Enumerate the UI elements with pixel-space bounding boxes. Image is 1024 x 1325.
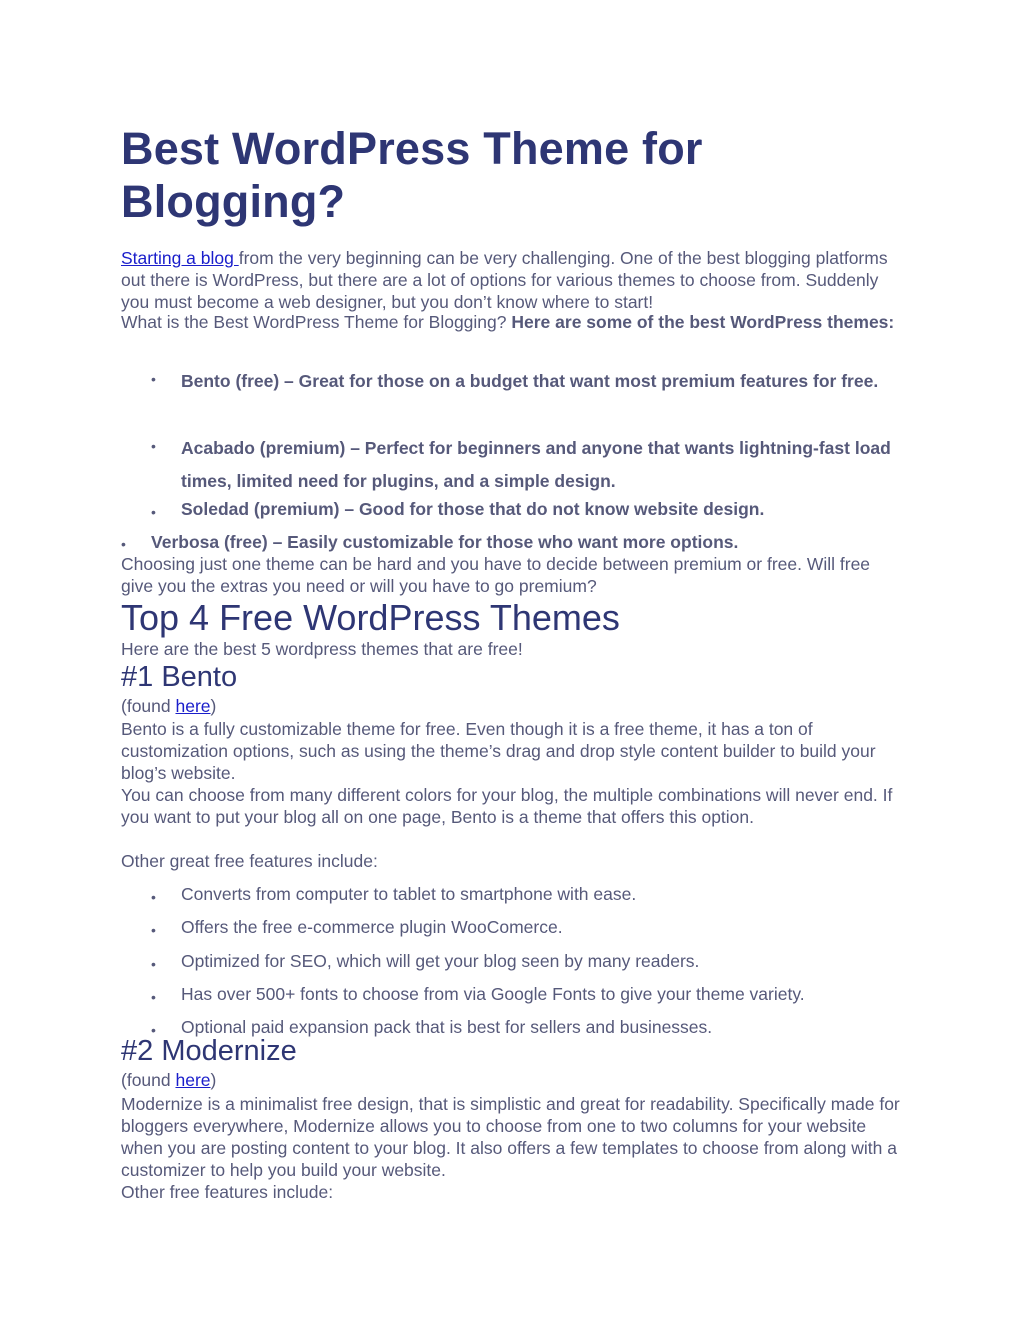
question-bold-text: Here are some of the best WordPress themes: xyxy=(511,312,895,332)
intro-text: from the very beginning can be very challenging. One of the best blogging platforms out there is WordPress, but there are a lot of options for various themes to choose from. Suddenly you must become a web designer, but you don’t know where to start! xyxy=(121,248,888,312)
section-intro: Here are the best 5 wordpress themes that are free! xyxy=(121,639,523,659)
list-bullet: • xyxy=(151,989,156,1005)
list-bullet: • xyxy=(151,1022,156,1038)
list-item: Optional paid expansion pack that is best for sellers and businesses. xyxy=(181,1017,713,1037)
list-item-soledad: Soledad (premium) – Good for those that do not know website design. xyxy=(181,499,765,519)
list-item: Converts from computer to tablet to smartphone with ease. xyxy=(181,884,637,904)
list-item: Optimized for SEO, which will get your blog seen by many readers. xyxy=(181,951,700,971)
choosing-paragraph: Choosing just one theme can be hard and you have to decide between premium or free. Will free give you the extras you need or will you have to go premium? xyxy=(121,554,871,596)
list-bullet: • xyxy=(151,922,156,938)
bento-paragraph-2: You can choose from many different colors for your blog, the multiple combinations will never end. If you want to put your blog all on one page, Bento is a theme that offers this option. xyxy=(121,785,893,827)
modernize-heading: #2 Modernize xyxy=(121,1035,297,1067)
list-bullet: • xyxy=(151,504,156,520)
modernize-paragraph-2: Other free features include: xyxy=(121,1182,334,1202)
modernize-paragraph-1: Modernize is a minimalist free design, that is simplistic and great for readability. Specifically made for bloggers everywhere, Modernize allows you to choose from one to two columns for your website when you are posting content to your blog. It also offers a few templates to choose from along with a customizer to help you build your website. xyxy=(121,1094,900,1180)
found-prefix: (found xyxy=(121,696,176,716)
bento-heading: #1 Bento xyxy=(121,661,238,693)
found-suffix: ) xyxy=(210,696,217,716)
question-paragraph xyxy=(121,311,906,333)
bento-here-link[interactable]: here xyxy=(175,696,211,716)
list-item-verbosa: Verbosa (free) – Easily customizable for those who want more options. xyxy=(151,532,739,552)
bento-found xyxy=(121,695,906,717)
list-item-acabado: Acabado (premium) – Perfect for beginners and anyone that wants lightning-fast load times, limited need for plugins, and a simple design. xyxy=(181,438,891,491)
bento-paragraph-1: Bento is a fully customizable theme for free. Even though it is a free theme, it has a ton of customization options, such as using the theme’s drag and drop style content builder to build your blog’s website. xyxy=(121,719,876,783)
list-bullet: • xyxy=(151,438,156,454)
list-bullet: • xyxy=(121,536,126,552)
list-bullet: • xyxy=(151,889,156,905)
modernize-here-link[interactable]: here xyxy=(175,1070,211,1090)
section-heading: Top 4 Free WordPress Themes xyxy=(121,597,620,638)
list-item: Offers the free e-commerce plugin WooComerce. xyxy=(181,917,563,937)
question-text: What is the Best WordPress Theme for Blogging? xyxy=(121,312,512,332)
page-title: Best WordPress Theme for Blogging? xyxy=(121,123,703,227)
list-bullet: • xyxy=(151,956,156,972)
starting-blog-link[interactable]: Starting a blog xyxy=(121,248,239,268)
intro-paragraph xyxy=(121,247,906,313)
list-item: Has over 500+ fonts to choose from via Google Fonts to give your theme variety. xyxy=(181,984,805,1004)
list-item-bento: Bento (free) – Great for those on a budget that want most premium features for free. xyxy=(181,371,879,391)
found-suffix: ) xyxy=(210,1070,217,1090)
list-bullet: • xyxy=(151,371,156,387)
found-prefix: (found xyxy=(121,1070,176,1090)
bento-paragraph-3: Other great free features include: xyxy=(121,851,378,871)
modernize-found xyxy=(121,1069,906,1091)
